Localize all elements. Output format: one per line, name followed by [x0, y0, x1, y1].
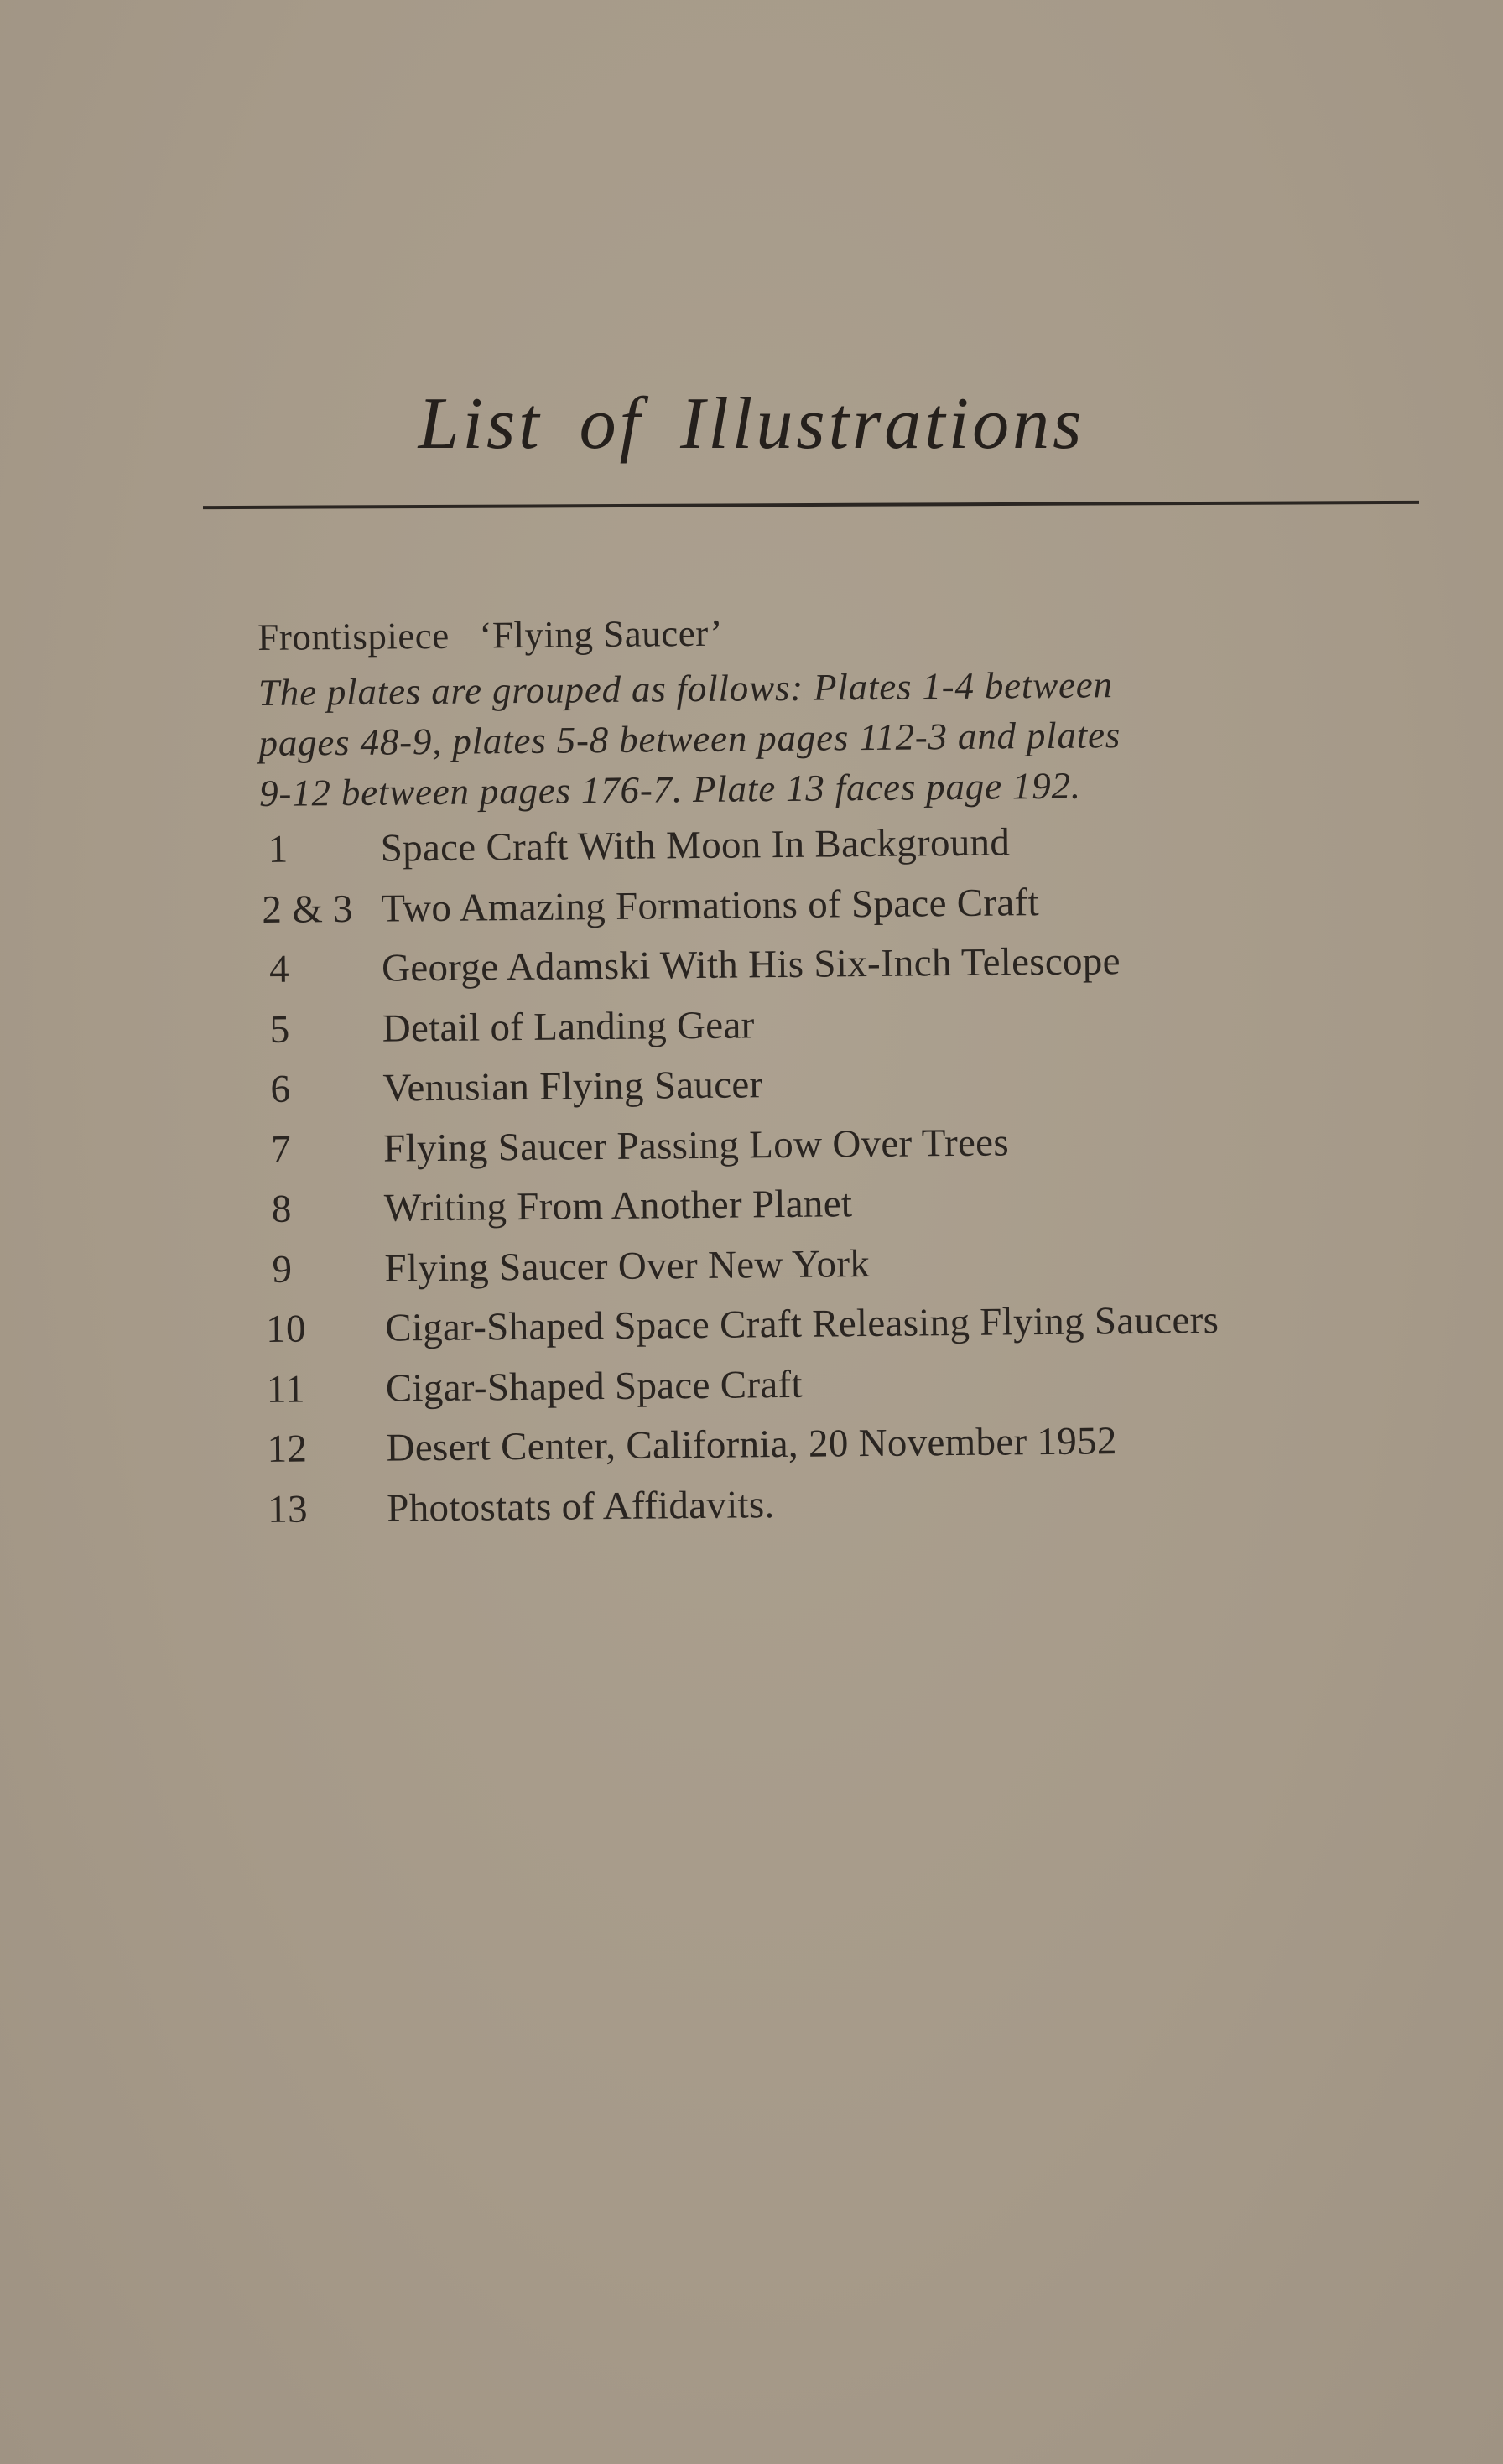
plate-entry [263, 1229, 1438, 1300]
plate-entry [265, 1349, 1440, 1420]
plate-number: 4 [268, 947, 290, 991]
plate-caption: Two Amazing Formations of Space Craft [381, 880, 1040, 931]
illustrations-list [257, 601, 1441, 1540]
frontispiece-caption: ‘Flying Saucer’ [479, 611, 724, 657]
plate-caption: Flying Saucer Over New York [384, 1241, 871, 1291]
plate-number: 9 [272, 1247, 293, 1292]
plate-number: 7 [270, 1127, 292, 1172]
plate-number: 10 [265, 1307, 307, 1351]
plate-number: 5 [269, 1007, 290, 1052]
plate-entry [261, 929, 1436, 1001]
plate-number: 12 [267, 1427, 308, 1471]
title-rule [203, 501, 1419, 509]
plate-entry [262, 1049, 1437, 1120]
frontispiece-line [257, 601, 1433, 663]
note-line: pages 48-9, plates 5-8 between pages 112-3 and plates [258, 714, 1121, 764]
plate-caption: George Adamski With His Six-Inch Telescope [381, 939, 1121, 990]
plate-entry [263, 1169, 1438, 1240]
plate-entry [265, 1409, 1440, 1480]
plate-caption: Flying Saucer Passing Low Over Trees [382, 1120, 1010, 1171]
plate-number: 8 [271, 1187, 292, 1231]
plate-entry [259, 809, 1434, 881]
plate-number: 11 [266, 1366, 306, 1411]
plate-caption: Detail of Landing Gear [382, 1002, 755, 1051]
plate-caption: Cigar-Shaped Space Craft Releasing Flying Saucers [384, 1298, 1220, 1350]
note-line: 9-12 between pages 176-7. Plate 13 faces page 192. [258, 764, 1082, 814]
plate-number: 1 [268, 827, 289, 871]
plate-caption: Cigar-Shaped Space Craft [385, 1362, 804, 1411]
plate-caption: Space Craft With Moon In Background [380, 820, 1011, 871]
plate-entry [266, 1469, 1441, 1540]
plate-caption: Photostats of Affidavits. [387, 1482, 775, 1531]
plate-list [259, 809, 1440, 1540]
note-line: The plates are grouped as follows: Plates 1-4 between [257, 663, 1114, 714]
page-title: List of Illustrations [418, 383, 1085, 465]
plate-caption: Writing From Another Planet [383, 1182, 853, 1230]
plate-number: 6 [270, 1067, 291, 1111]
plate-caption: Desert Center, California, 20 November 1952 [386, 1419, 1117, 1470]
plate-entry [260, 869, 1435, 940]
plate-number: 13 [268, 1486, 309, 1531]
plate-entry [261, 989, 1436, 1060]
plate-grouping-note [258, 658, 1317, 819]
plate-caption: Venusian Flying Saucer [382, 1063, 763, 1110]
plate-entry [264, 1289, 1439, 1360]
frontispiece-label: Frontispiece [257, 614, 450, 658]
plate-number: 2 & 3 [262, 886, 354, 932]
plate-entry [263, 1109, 1438, 1180]
